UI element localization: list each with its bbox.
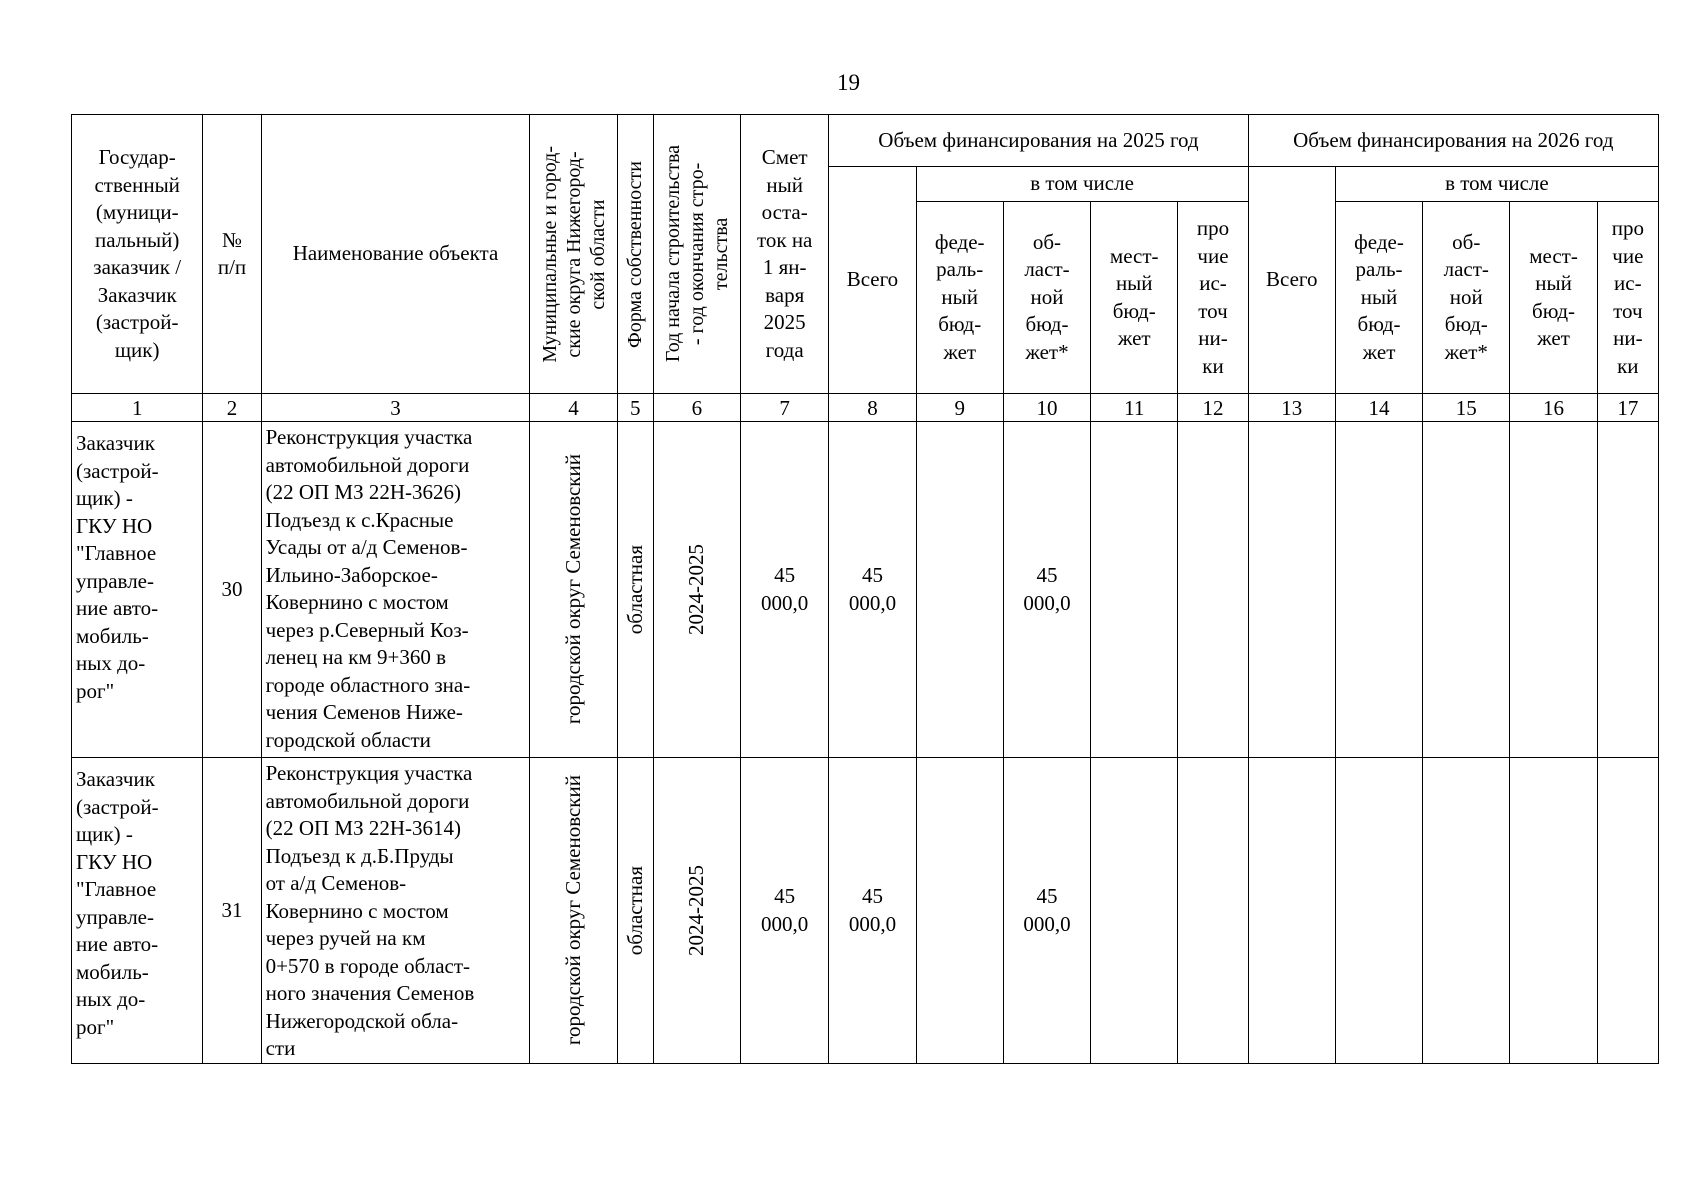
row-ownership-cell xyxy=(617,758,653,1064)
row-regional-2025: 45 000,0 xyxy=(1003,758,1090,1064)
row-customer: Заказчик (застрой- щик) - ГКУ НО "Главное управле- ние авто- мобиль- ных до- рог" xyxy=(72,758,203,1064)
header-local-2025: мест- ный бюд- жет xyxy=(1091,202,1178,394)
table-row xyxy=(72,422,1659,758)
column-number: 9 xyxy=(916,394,1003,422)
row-local-2026 xyxy=(1510,758,1597,1064)
row-municipality: городской округ Семеновский xyxy=(561,775,586,1046)
header-including-2026: в том числе xyxy=(1335,167,1658,202)
row-other-2026 xyxy=(1597,758,1658,1064)
column-number: 17 xyxy=(1597,394,1658,422)
header-funding-2025: Объем финансирования на 2025 год xyxy=(829,115,1248,167)
row-estimate-remainder: 45 000,0 xyxy=(741,422,829,758)
row-years: 2024-2025 xyxy=(684,865,709,956)
column-number: 6 xyxy=(653,394,740,422)
column-number: 15 xyxy=(1423,394,1510,422)
row-object-name: Реконструкция участка автомобильной дороги (22 ОП МЗ 22Н-3614) Подъезд к д.Б.Пруды от а/д Семенов- Ковернино с мостом через ручей на км 0+570 в городе област- ного значения Семенов Нижегородской обла- сти xyxy=(261,758,530,1064)
header-local-2026: мест- ный бюд- жет xyxy=(1510,202,1597,394)
column-number: 8 xyxy=(829,394,916,422)
row-ownership-cell xyxy=(617,422,653,758)
row-local-2025 xyxy=(1091,758,1178,1064)
column-number: 4 xyxy=(530,394,617,422)
row-municipality-cell xyxy=(530,422,617,758)
row-municipality-cell xyxy=(530,758,617,1064)
header-number: № п/п xyxy=(203,115,261,394)
row-other-2025 xyxy=(1178,758,1248,1064)
header-including-2025: в том числе xyxy=(916,167,1248,202)
row-customer: Заказчик (застрой- щик) - ГКУ НО "Главное управле- ние авто- мобиль- ных до- рог" xyxy=(72,422,203,758)
column-number: 5 xyxy=(617,394,653,422)
header-ownership: Форма собственности xyxy=(623,160,646,348)
row-federal-2025 xyxy=(916,758,1003,1064)
column-number: 7 xyxy=(741,394,829,422)
row-ownership: областная xyxy=(622,865,647,956)
row-object-name: Реконструкция участка автомобильной дороги (22 ОП МЗ 22Н-3626) Подъезд к с.Красные Усады от а/д Семенов- Ильино-Заборское- Ковернино с мостом через р.Северный Коз- ленец на км 9+360 в городе областного зна- чения Семенов Ниже- городской области xyxy=(261,422,530,758)
row-years: 2024-2025 xyxy=(684,544,709,635)
header-other-2025: про чие ис- точ ни- ки xyxy=(1178,202,1248,394)
header-total-2025: Всего xyxy=(829,167,916,394)
row-local-2025 xyxy=(1091,422,1178,758)
row-regional-2026 xyxy=(1423,422,1510,758)
column-number: 1 xyxy=(72,394,203,422)
header-total-2026: Всего xyxy=(1248,167,1335,394)
row-federal-2026 xyxy=(1335,758,1422,1064)
column-number: 12 xyxy=(1178,394,1248,422)
column-number: 10 xyxy=(1003,394,1090,422)
header-years: Год начала строительства - год окончания стро- тельства xyxy=(661,145,732,363)
column-number: 14 xyxy=(1335,394,1422,422)
row-number: 30 xyxy=(203,422,261,758)
row-estimate-remainder: 45 000,0 xyxy=(741,758,829,1064)
row-other-2026 xyxy=(1597,422,1658,758)
header-federal-2025: феде- раль- ный бюд- жет xyxy=(916,202,1003,394)
header-municipality: Муниципальные и город- ские округа Нижегород- ской области xyxy=(538,145,609,363)
column-number: 11 xyxy=(1091,394,1178,422)
row-ownership: областная xyxy=(622,544,647,635)
row-total-2026 xyxy=(1248,422,1335,758)
row-regional-2026 xyxy=(1423,758,1510,1064)
page-number: 19 xyxy=(837,70,860,95)
header-funding-2026: Объем финансирования на 2026 год xyxy=(1248,115,1658,167)
column-number: 16 xyxy=(1510,394,1597,422)
column-number: 13 xyxy=(1248,394,1335,422)
row-total-2026 xyxy=(1248,758,1335,1064)
header-regional-2025: об- ласт- ной бюд- жет* xyxy=(1003,202,1090,394)
header-customer: Государ- ственный (муници- пальный) заказчик / Заказчик (застрой- щик) xyxy=(72,115,203,394)
header-estimate-remainder: Смет ный оста- ток на 1 ян- варя 2025 года xyxy=(741,115,829,394)
row-local-2026 xyxy=(1510,422,1597,758)
row-federal-2025 xyxy=(916,422,1003,758)
row-total-2025: 45 000,0 xyxy=(829,758,916,1064)
header-municipality-cell xyxy=(530,115,617,394)
row-municipality: городской округ Семеновский xyxy=(561,454,586,725)
row-regional-2025: 45 000,0 xyxy=(1003,422,1090,758)
table-row xyxy=(72,758,1659,1064)
header-object-name: Наименование объекта xyxy=(261,115,530,394)
row-number: 31 xyxy=(203,758,261,1064)
row-years-cell xyxy=(653,758,740,1064)
column-number: 3 xyxy=(261,394,530,422)
row-years-cell xyxy=(653,422,740,758)
header-years-cell xyxy=(653,115,740,394)
row-federal-2026 xyxy=(1335,422,1422,758)
header-regional-2026: об- ласт- ной бюд- жет* xyxy=(1423,202,1510,394)
column-numbers-row xyxy=(72,394,1659,422)
row-total-2025: 45 000,0 xyxy=(829,422,916,758)
row-other-2025 xyxy=(1178,422,1248,758)
header-other-2026: про чие ис- точ ни- ки xyxy=(1597,202,1658,394)
header-row-1 xyxy=(72,115,1659,167)
funding-table xyxy=(71,114,1659,1064)
header-ownership-cell xyxy=(617,115,653,394)
column-number: 2 xyxy=(203,394,261,422)
header-federal-2026: феде- раль- ный бюд- жет xyxy=(1335,202,1422,394)
